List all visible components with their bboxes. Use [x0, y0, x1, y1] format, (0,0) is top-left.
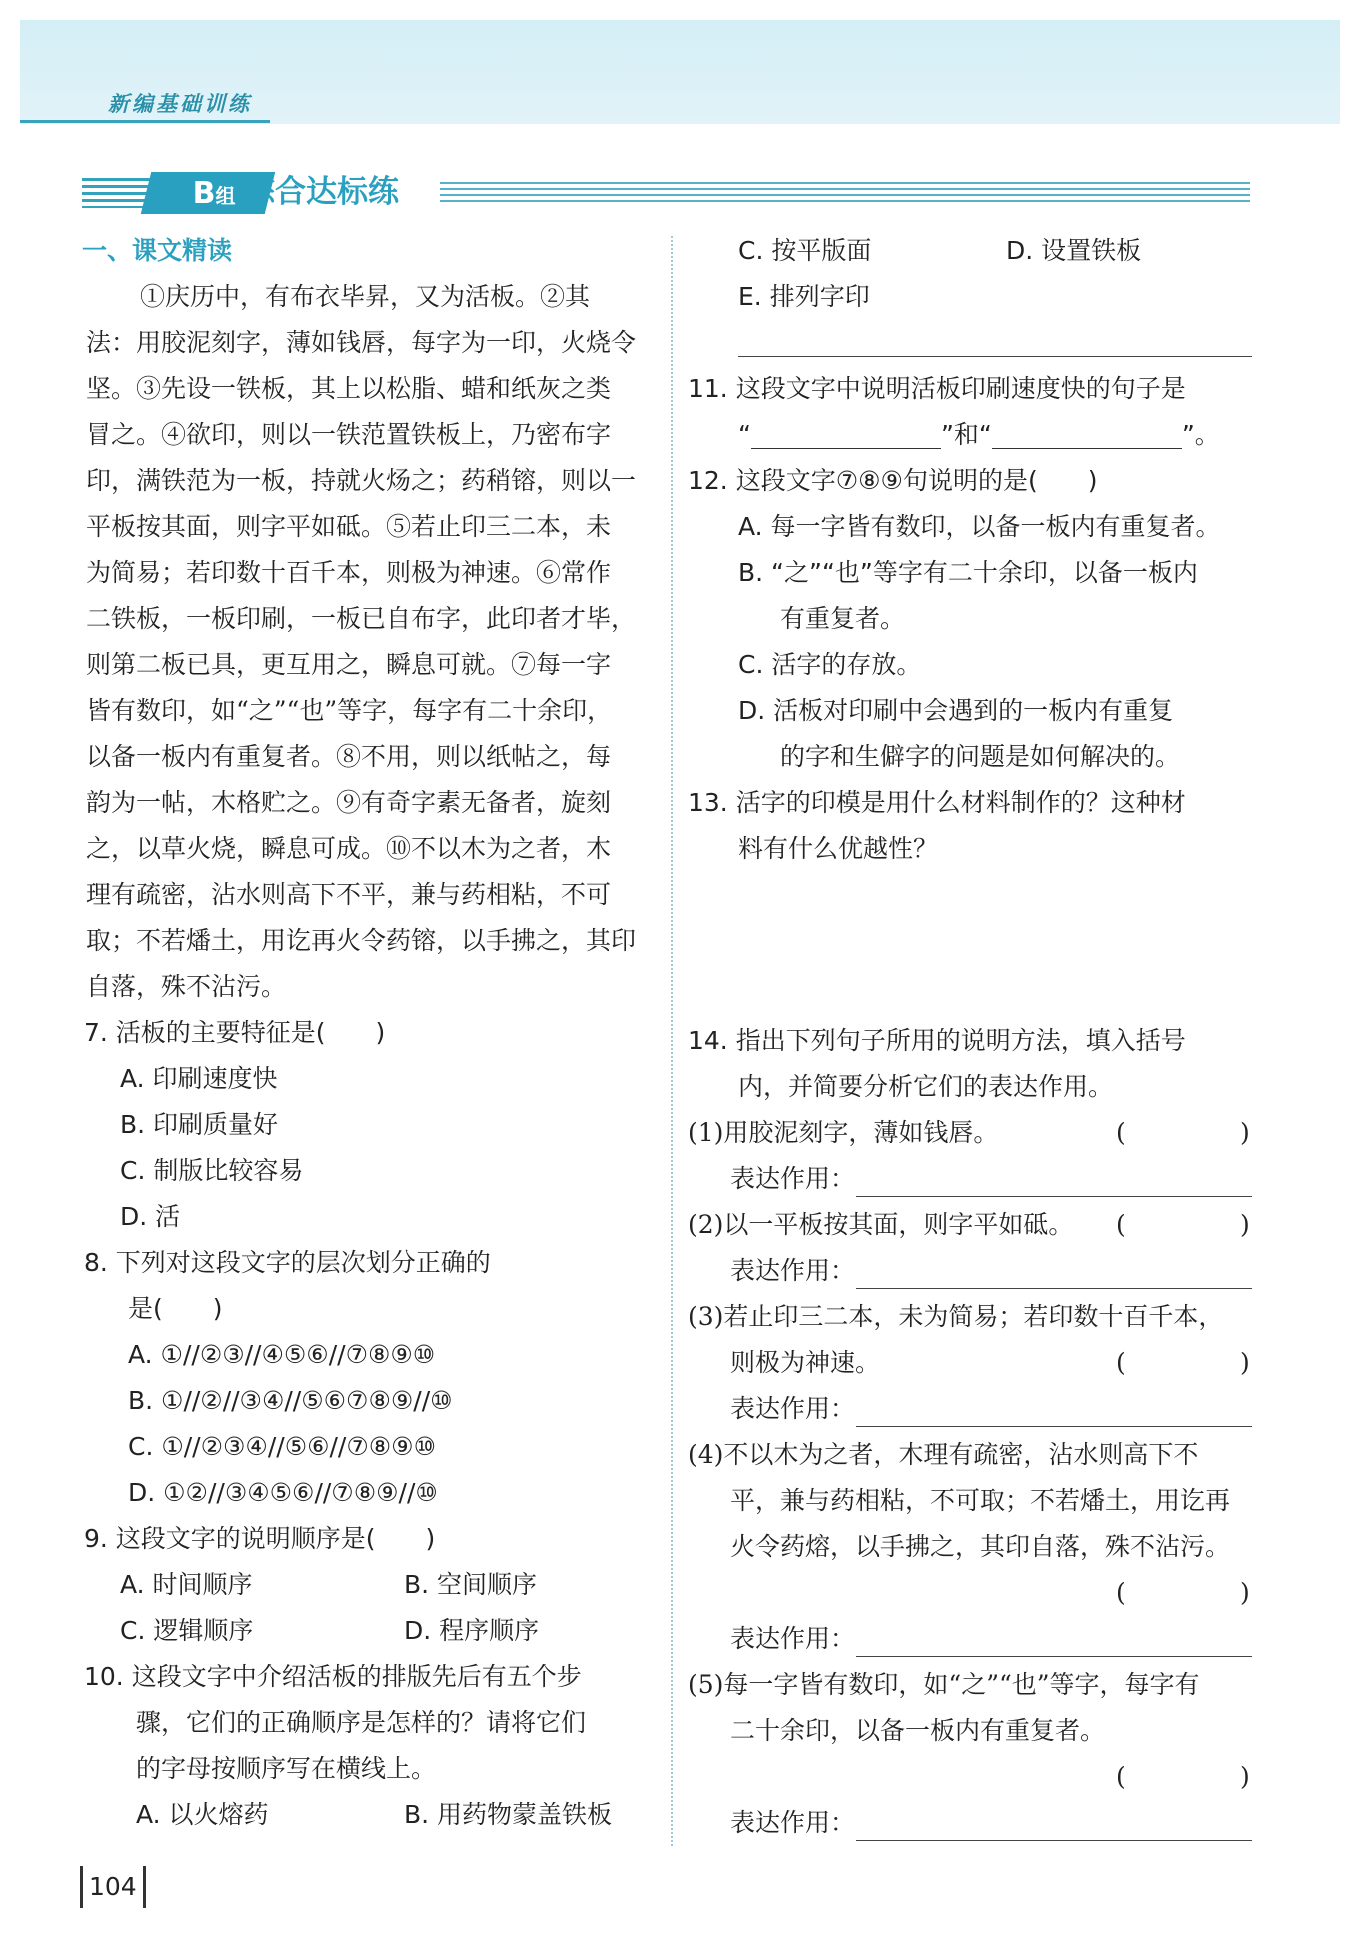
q9-stem: 9. 这段文字的说明顺序是( ) [84, 1524, 436, 1553]
q11-blanks: “ ”和“ ”。 [738, 412, 1220, 458]
q14-paren-close: ) [1240, 1210, 1250, 1239]
q9-option-d: D. 程序顺序 [404, 1616, 540, 1645]
q8-option-b: B. ①//②//③④//⑤⑥⑦⑧⑨//⑩ [128, 1386, 453, 1415]
q11-blank-2[interactable] [992, 416, 1182, 449]
q14-sentence-1: (1)用胶泥刻字，薄如钱唇。 [688, 1118, 999, 1147]
q10-option-d: D. 设置铁板 [1006, 236, 1142, 265]
q14-paren-open: ( [1116, 1348, 1126, 1377]
expression-label: 表达作用： [730, 1164, 856, 1193]
expression-label: 表达作用： [730, 1808, 856, 1837]
q7-option-b: B. 印刷质量好 [120, 1110, 279, 1139]
passage-line: 皆有数印，如“之”“也”等字，每字有二十余印， [86, 696, 613, 725]
q14-paren-close: ) [1240, 1348, 1250, 1377]
series-title: 新编基础训练 [108, 92, 252, 116]
q9-option-a: A. 时间顺序 [120, 1570, 253, 1599]
q10-option-e: E. 排列字印 [738, 282, 870, 311]
q10-stem-cont: 的字母按顺序写在横线上。 [136, 1754, 437, 1783]
q11-stem: 11. 这段文字中说明活板印刷速度快的句子是 [688, 374, 1186, 403]
q9-option-b: B. 空间顺序 [404, 1570, 538, 1599]
passage-line: 韵为一帖，木格贮之。⑨有奇字素无备者，旋刻 [86, 788, 612, 817]
q12-option-a: A. 每一字皆有数印，以备一板内有重复者。 [738, 512, 1221, 541]
q14-answer-line-5[interactable] [856, 1840, 1252, 1841]
q13-stem-cont: 料有什么优越性？ [738, 834, 939, 863]
q14-answer-line-4[interactable] [856, 1656, 1252, 1657]
q10-answer-line[interactable] [738, 356, 1252, 357]
q7-stem: 7. 活板的主要特征是( ) [84, 1018, 386, 1047]
q14-answer-line-1[interactable] [856, 1196, 1252, 1197]
q14-sentence-5-cont: 二十余印，以备一板内有重复者。 [730, 1716, 1106, 1745]
q14-sentence-4-cont: 平，兼与药相粘，不可取；不若燔土，用讫再 [730, 1486, 1231, 1515]
expression-label: 表达作用： [730, 1394, 856, 1423]
q14-paren-close: ) [1240, 1762, 1250, 1791]
q10-option-c: C. 按平版面 [738, 236, 872, 265]
q12-option-d: D. 活板对印刷中会遇到的一板内有重复 [738, 696, 1174, 725]
column-divider [671, 236, 673, 1846]
q7-option-a: A. 印刷速度快 [120, 1064, 278, 1093]
subsection-heading: 一、课文精读 [82, 236, 233, 265]
section-title: 综合达标练 [244, 174, 399, 210]
q14-sentence-5: (5)每一字皆有数印，如“之”“也”等字，每字有 [688, 1670, 1200, 1699]
passage-line: 以备一板内有重复者。⑧不用，则以纸帖之，每 [86, 742, 612, 771]
q7-option-c: C. 制版比较容易 [120, 1156, 304, 1185]
q14-answer-line-3[interactable] [856, 1426, 1252, 1427]
q12-stem: 12. 这段文字⑦⑧⑨句说明的是( ) [688, 466, 1098, 495]
q9-option-c: C. 逻辑顺序 [120, 1616, 254, 1645]
expression-label: 表达作用： [730, 1624, 856, 1653]
passage-line: 之，以草火烧，瞬息可成。⑩不以木为之者，木 [86, 834, 612, 863]
q13-stem: 13. 活字的印模是用什么材料制作的？这种材 [688, 788, 1186, 817]
q10-stem-cont: 骤，它们的正确顺序是怎样的？请将它们 [136, 1708, 587, 1737]
q7-option-d: D. 活 [120, 1202, 181, 1231]
q12-option-c: C. 活字的存放。 [738, 650, 922, 679]
passage-line: 二铁板，一板印刷，一板已自布字，此印者才毕， [86, 604, 637, 633]
expression-label: 表达作用： [730, 1256, 856, 1285]
q14-paren-close: ) [1240, 1118, 1250, 1147]
q14-paren-open: ( [1116, 1210, 1126, 1239]
q11-blank-1[interactable] [751, 416, 941, 449]
q8-stem: 8. 下列对这段文字的层次划分正确的 [84, 1248, 491, 1277]
q14-sentence-3-cont: 则极为神速。 [730, 1348, 881, 1377]
passage-line: 平板按其面，则字平如砥。⑤若止印三二本，未 [86, 512, 612, 541]
q14-paren-open: ( [1116, 1578, 1126, 1607]
passage-line: 为简易；若印数十百千本，则极为神速。⑥常作 [86, 558, 612, 587]
passage-line: 理有疏密，沾水则高下不平，兼与药相粘，不可 [86, 880, 612, 909]
section-badge-label: B组 [192, 176, 236, 211]
q8-option-d: D. ①②//③④⑤⑥//⑦⑧⑨//⑩ [128, 1478, 438, 1507]
q14-sentence-2: (2)以一平板按其面，则字平如砥。 [688, 1210, 1074, 1239]
q14-stem-cont: 内，并简要分析它们的表达作用。 [738, 1072, 1114, 1101]
passage-line: 取；不若燔土，用讫再火令药镕，以手拂之，其印 [86, 926, 637, 955]
q14-paren-open: ( [1116, 1762, 1126, 1791]
series-underline [20, 120, 270, 123]
page-number: 104 [80, 1866, 146, 1908]
q8-option-c: C. ①//②③④//⑤⑥//⑦⑧⑨⑩ [128, 1432, 437, 1461]
passage-line: 冒之。④欲印，则以一铁范置铁板上，乃密布字 [86, 420, 612, 449]
q14-sentence-4-cont: 火令药熔，以手拂之，其印自落，殊不沾污。 [730, 1532, 1231, 1561]
section-heading [82, 168, 1252, 218]
q14-paren-open: ( [1116, 1118, 1126, 1147]
passage-line: 坚。③先设一铁板，其上以松脂、蜡和纸灰之类 [86, 374, 612, 403]
q8-option-a: A. ①//②③//④⑤⑥//⑦⑧⑨⑩ [128, 1340, 436, 1369]
q12-option-d-cont: 的字和生僻字的问题是如何解决的。 [780, 742, 1181, 771]
passage-line: 自落，殊不沾污。 [86, 972, 287, 1001]
q12-option-b-cont: 有重复者。 [780, 604, 906, 633]
passage-line: 则第二板已具，更互用之，瞬息可就。⑦每一字 [86, 650, 612, 679]
passage-line: 法：用胶泥刻字，薄如钱唇，每字为一印，火烧令 [86, 328, 637, 357]
q10-stem: 10. 这段文字中介绍活板的排版先后有五个步 [84, 1662, 582, 1691]
q14-stem: 14. 指出下列句子所用的说明方法，填入括号 [688, 1026, 1186, 1055]
q12-option-b: B. “之”“也”等字有二十余印，以备一板内 [738, 558, 1198, 587]
q14-sentence-3: (3)若止印三二本，未为简易；若印数十百千本， [688, 1302, 1224, 1331]
section-lines [440, 182, 1250, 202]
q10-option-a: A. 以火熔药 [136, 1800, 269, 1829]
q14-paren-close: ) [1240, 1578, 1250, 1607]
passage-line: ①庆历中，有布衣毕昇，又为活板。②其 [140, 282, 591, 311]
q8-stem-cont: 是( ) [128, 1294, 223, 1323]
passage-line: 印，满铁范为一板，持就火炀之；药稍镕，则以一 [86, 466, 637, 495]
q14-answer-line-2[interactable] [856, 1288, 1252, 1289]
q10-option-b: B. 用药物蒙盖铁板 [404, 1800, 613, 1829]
q14-sentence-4: (4)不以木为之者，木理有疏密，沾水则高下不 [688, 1440, 1199, 1469]
